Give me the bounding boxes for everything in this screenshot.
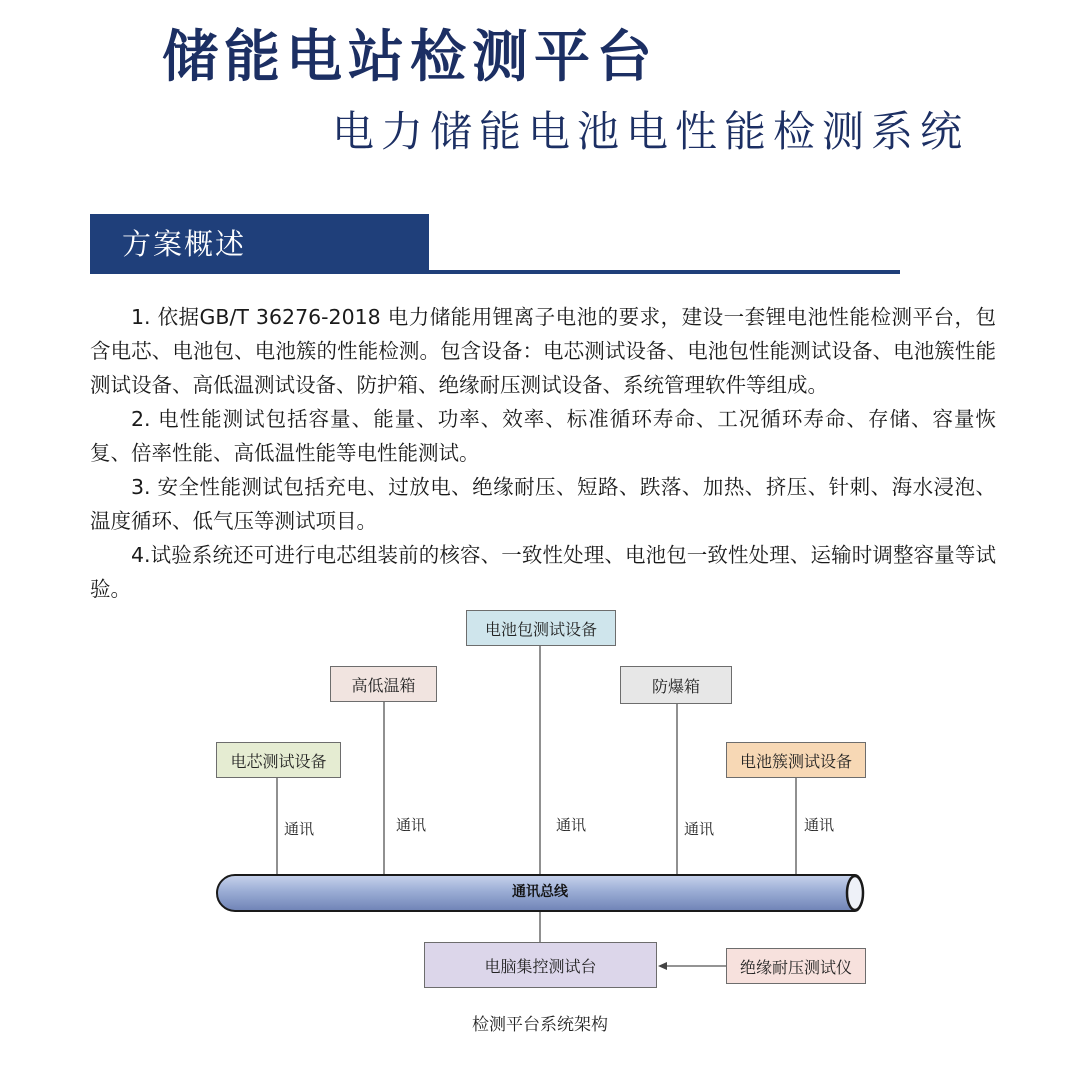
- architecture-diagram: [0, 600, 1080, 1067]
- device-box-cluster-tester: 电池簇测试设备: [726, 742, 866, 778]
- diagram-connectors: [0, 600, 1080, 1067]
- device-box-pack-tester: 电池包测试设备: [466, 610, 616, 646]
- section-title: 方案概述: [122, 227, 247, 261]
- paragraph-4: 4.试验系统还可进行电芯组装前的核容、一致性处理、电池包一致性处理、运输时调整容量等试验。: [90, 543, 996, 601]
- console-box: 电脑集控测试台: [424, 942, 657, 988]
- insulation-tester-box: 绝缘耐压测试仪: [726, 948, 866, 984]
- paragraph-2: 2. 电性能测试包括容量、能量、功率、效率、标准循环寿命、工况循环寿命、存储、容量恢复、倍率性能、高低温性能等电性能测试。: [90, 407, 996, 465]
- comm-label-1: 通讯: [284, 820, 315, 838]
- device-box-explosion-box: 防爆箱: [620, 666, 732, 704]
- device-box-thermal-chamber: 高低温箱: [330, 666, 437, 702]
- comm-label-2: 通讯: [396, 816, 427, 834]
- comm-label-3: 通讯: [556, 816, 587, 834]
- paragraph-3: 3. 安全性能测试包括充电、过放电、绝缘耐压、短路、跌落、加热、挤压、针刺、海水浸泡、温度循环、低气压等测试项目。: [90, 475, 996, 533]
- paragraph-1: 1. 依据GB/T 36276-2018 电力储能用锂离子电池的要求，建设一套锂电池性能检测平台，包含电芯、电池包、电池簇的性能检测。包含设备：电芯测试设备、电池包性能测试设备、电池簇性能测试设备、高低温测试设备、防护箱、绝缘耐压测试设备、系统管理软件等组成。: [90, 305, 996, 397]
- bus-end-cap: [847, 876, 863, 910]
- device-box-cell-tester: 电芯测试设备: [216, 742, 341, 778]
- bus-label: 通讯总线: [512, 884, 568, 900]
- page-title: 储能电站检测平台: [162, 24, 658, 90]
- comm-label-5: 通讯: [804, 816, 835, 834]
- comm-label-4: 通讯: [684, 820, 715, 838]
- diagram-caption: 检测平台系统架构: [472, 1015, 608, 1035]
- overview-text: [90, 300, 996, 606]
- page-subtitle: 电力储能电池电性能检测系统: [332, 107, 970, 156]
- insulation-arrow-head: [658, 962, 667, 970]
- section-header-underline: [90, 270, 900, 274]
